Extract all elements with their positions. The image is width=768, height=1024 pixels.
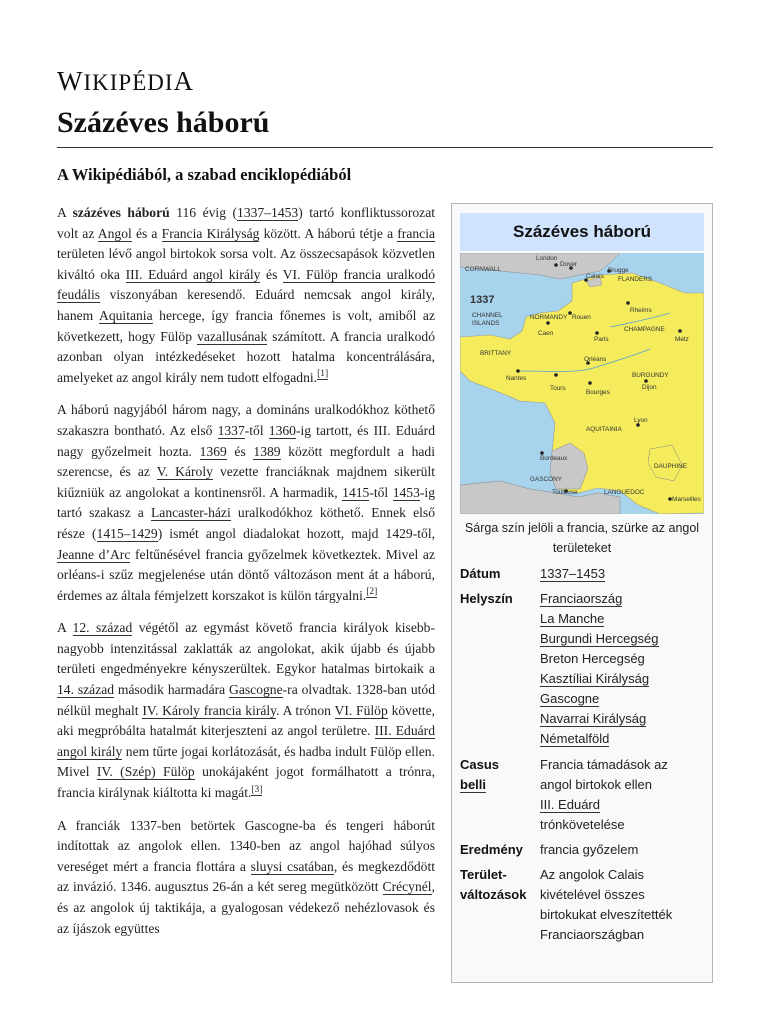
article-link[interactable]: VI. Fülöp (334, 702, 388, 718)
map-label: London (536, 255, 558, 262)
map-caption: Sárga szín jelöli a francia, szürke az angol területeket (464, 521, 700, 555)
title-divider (57, 147, 713, 148)
map-label: NORMANDY (530, 314, 568, 321)
infobox-link[interactable]: Kasztíliai Királyság (540, 671, 650, 686)
infobox-key: Casus belli (460, 757, 500, 792)
infobox-text: trónkövetelése (540, 817, 625, 832)
map-label: BURGUNDY (632, 372, 669, 379)
article-link[interactable]: Crécynél (382, 879, 432, 895)
article-link[interactable]: Aquitania (99, 307, 153, 323)
infobox-key: Terület- változások (460, 867, 527, 902)
article-link[interactable]: 1415 (342, 484, 370, 500)
map-label: Nantes (506, 375, 527, 382)
map-label: FLANDERS (618, 276, 653, 283)
article-link[interactable]: vazallusának (197, 328, 268, 344)
infobox-text: Breton Hercegség (540, 651, 645, 666)
map-label: Brugge (608, 267, 629, 274)
map-label: CHAMPAGNE (624, 326, 665, 333)
article-link[interactable]: IV. Károly francia király (142, 702, 277, 718)
article-link[interactable]: Angol (97, 225, 132, 241)
map-label: Rheims (630, 307, 652, 314)
map-label: ISLANDS (472, 320, 500, 327)
infobox-value (540, 840, 706, 860)
paragraph-2: A háború nagyjából három nagy, a domináns uralkodókhoz köthető szakaszra bontható. Az első 1337-től 1360-ig tartott, és III. Eduárd nagy győzelmeit hozta. 1369 és 1389 között megfordult a hadi szerencse, és az V. Károly vezette franciáknak majdnem sikerült kiűzniük az angolokat a kontinensről. A harmadik, 1415-től 1453-ig tartó szakasz a Lancaster-házi uralkodókhoz köthető. Ennek első része (1415–1429) ismét angol diadalokat hozott, majd 1429-től, Jeanne d’Arc feltűnésével francia győzelmek következtek. Mivel az orléans-i szűz megjelenése után döntő változáson ment át a háború, érdemes az általa fémjelzett korszakot is külön tárgyalni.[2] (57, 402, 436, 603)
reference-link[interactable]: [3] (251, 784, 263, 795)
reference-link[interactable]: [1] (317, 369, 329, 380)
infobox-link[interactable]: 1337–1453 (540, 566, 606, 581)
infobox-text: kivételével összes (540, 887, 645, 902)
article-link[interactable]: IV. (Szép) Fülöp (96, 764, 195, 780)
article-link[interactable]: feudális (57, 287, 101, 303)
infobox-value (540, 589, 706, 749)
article-body (57, 203, 435, 951)
infobox-text: Franciaországban (540, 927, 645, 942)
article-link[interactable]: Jeanne d’Arc (57, 546, 131, 562)
infobox-link[interactable]: Burgundi Hercegség (540, 631, 659, 646)
infobox-key: Dátum (460, 566, 501, 581)
infobox-link[interactable]: Navarrai Királyság (540, 711, 647, 726)
article-link[interactable]: Lancaster-házi (151, 505, 231, 521)
bold-term: százéves háború (72, 205, 170, 220)
map-label: DAUPHINE (654, 463, 688, 470)
map-label: Metz (675, 336, 689, 343)
infobox-link[interactable]: III. Eduárd (540, 797, 600, 812)
article-link[interactable]: 1337 (217, 422, 245, 438)
infobox-text: Az angolok Calais (540, 867, 645, 882)
article-link[interactable]: III. Eduárd angol király (57, 723, 435, 759)
logo-middle: IKIPÉDI (83, 70, 174, 95)
infobox-link[interactable]: Franciaország (540, 591, 623, 606)
map-label: GASCONY (530, 476, 562, 483)
map-label: LANGUEDOC (604, 489, 645, 496)
infobox-text: francia győzelem (540, 842, 639, 857)
paragraph-3: A 12. század végétől az egymást követő francia királyok kisebb-nagyobb intenzitással zaklatták az angolokat, akik újabb és újabb területi engedményekre kényszerültek. Egykor hatalmas birtokaik a 14. század második harmadára Gascogne-ra olvadtak. 1328-ban utód nélkül meghalt IV. Károly francia király. A trónon VI. Fülöp követte, aki megpróbálta hatalmát kiterjeszteni az angol területre. III. Eduárd angol király nem tűrte jogai korlátozását, és hadba indult Fülöp ellen. Mivel IV. (Szép) Fülöp unokájaként jogot formálhatott a trónra, francia királynak kiáltotta ki magát.[3] (57, 620, 435, 801)
article-link[interactable]: Gascogne (229, 682, 283, 698)
paragraph-4: A franciák 1337-ben betörtek Gascogne-ba és tengeri háborút indítottak az angolok ellen. 1340-ben az angol hajóhad súlyos vereséget mért a francia flottára a sluysi csatában, és megkezdődött az invázió. 1346. augusztus 26-án a két sereg megütközött Crécynél, és az angolok új taktikája, a gyalogosan védekező nehézlovasok és az íjászok együttes (57, 817, 436, 936)
article-link[interactable]: 1360 (268, 422, 296, 438)
map-label: Caen (538, 330, 554, 337)
article-link[interactable]: 12. század (72, 620, 133, 636)
infobox-text: Francia támadások az (540, 757, 668, 772)
reference-link[interactable]: [2] (366, 587, 378, 598)
article-link[interactable]: Francia Királyság (161, 225, 260, 241)
page-title: Százéves háború (57, 106, 270, 139)
map-label: Rouen (572, 314, 591, 321)
logo-last-letter: A (173, 66, 195, 96)
article-link[interactable]: 14. század (57, 682, 115, 698)
map-label: Dover (560, 261, 578, 268)
map-label: Tours (550, 385, 566, 392)
map-label: AQUITAINIA (586, 426, 622, 433)
article-link[interactable]: sluysi csatában (250, 858, 334, 874)
infobox-value (540, 755, 706, 835)
infobox-link[interactable]: Németalföld (540, 731, 610, 746)
article-link[interactable]: 1389 (253, 443, 281, 459)
map-label: Calais (586, 273, 604, 280)
map-label: Lyon (634, 417, 648, 424)
infobox (451, 203, 713, 983)
wikipedia-logo[interactable] (57, 66, 194, 97)
map-label: Orléans (584, 356, 607, 363)
map-label: CHANNEL (472, 312, 503, 319)
map-of-france-1337[interactable] (460, 253, 704, 514)
map-label: BRITTANY (480, 350, 512, 357)
article-link[interactable]: 1453 (392, 484, 420, 500)
map-year: 1337 (470, 294, 495, 306)
paragraph-1: A százéves háború 116 évig (1337–1453) tartó konfliktussorozat volt az Angol és a Francia Királyság között. A háború tétje a francia területen lévő angol birtokok sorsa volt. Az összecsapások közvetlen kiváltó oka III. Eduárd angol király és VI. Fülöp francia uralkodó feudális viszonyában keresendő. Eduárd nemcsak angol király, hanem Aquitania hercege, így francia főnemes is volt, amiből az következett, hogy Fülöp vazallusának számított. A francia uralkodó azonban olyan intézkedéseket hozott hatalma koncentrálására, amelyeket az angol király nem tudott elfogadni.[1] (57, 205, 436, 385)
infobox-key: Helyszín (460, 591, 513, 606)
infobox-value (540, 564, 706, 584)
map-label: Marseilles (672, 496, 701, 503)
infobox-text: birtokukat elveszítették (540, 907, 673, 922)
map-label: CORNWALL (465, 266, 501, 273)
article-link[interactable]: 1337–1453 (237, 205, 299, 220)
logo-first-letter: W (57, 66, 84, 96)
article-link[interactable]: 1415–1429 (96, 525, 158, 541)
map-label: Dijon (642, 384, 657, 391)
article-link[interactable]: V. Károly (156, 464, 213, 480)
map-label: Paris (594, 336, 609, 343)
map-label: Bordeaux (540, 455, 568, 462)
article-link[interactable]: III. Eduárd angol király (125, 266, 261, 282)
article-link[interactable]: francia (397, 225, 436, 241)
infobox-text: angol birtokok ellen (540, 777, 653, 792)
infobox-link[interactable]: La Manche (540, 611, 605, 626)
infobox-key: Eredmény (460, 842, 523, 857)
article-link[interactable]: VI. Fülöp francia uralkodó (282, 266, 435, 282)
infobox-value (540, 865, 706, 945)
from-wikipedia-subtitle: A Wikipédiából, a szabad enciklopédiából (57, 165, 352, 184)
infobox-title: Százéves háború (460, 213, 704, 251)
infobox-link[interactable]: Gascogne (540, 691, 600, 706)
map-label: Toulouse (552, 489, 578, 496)
map-label: Bourges (586, 389, 610, 396)
article-link[interactable]: 1369 (199, 443, 227, 459)
